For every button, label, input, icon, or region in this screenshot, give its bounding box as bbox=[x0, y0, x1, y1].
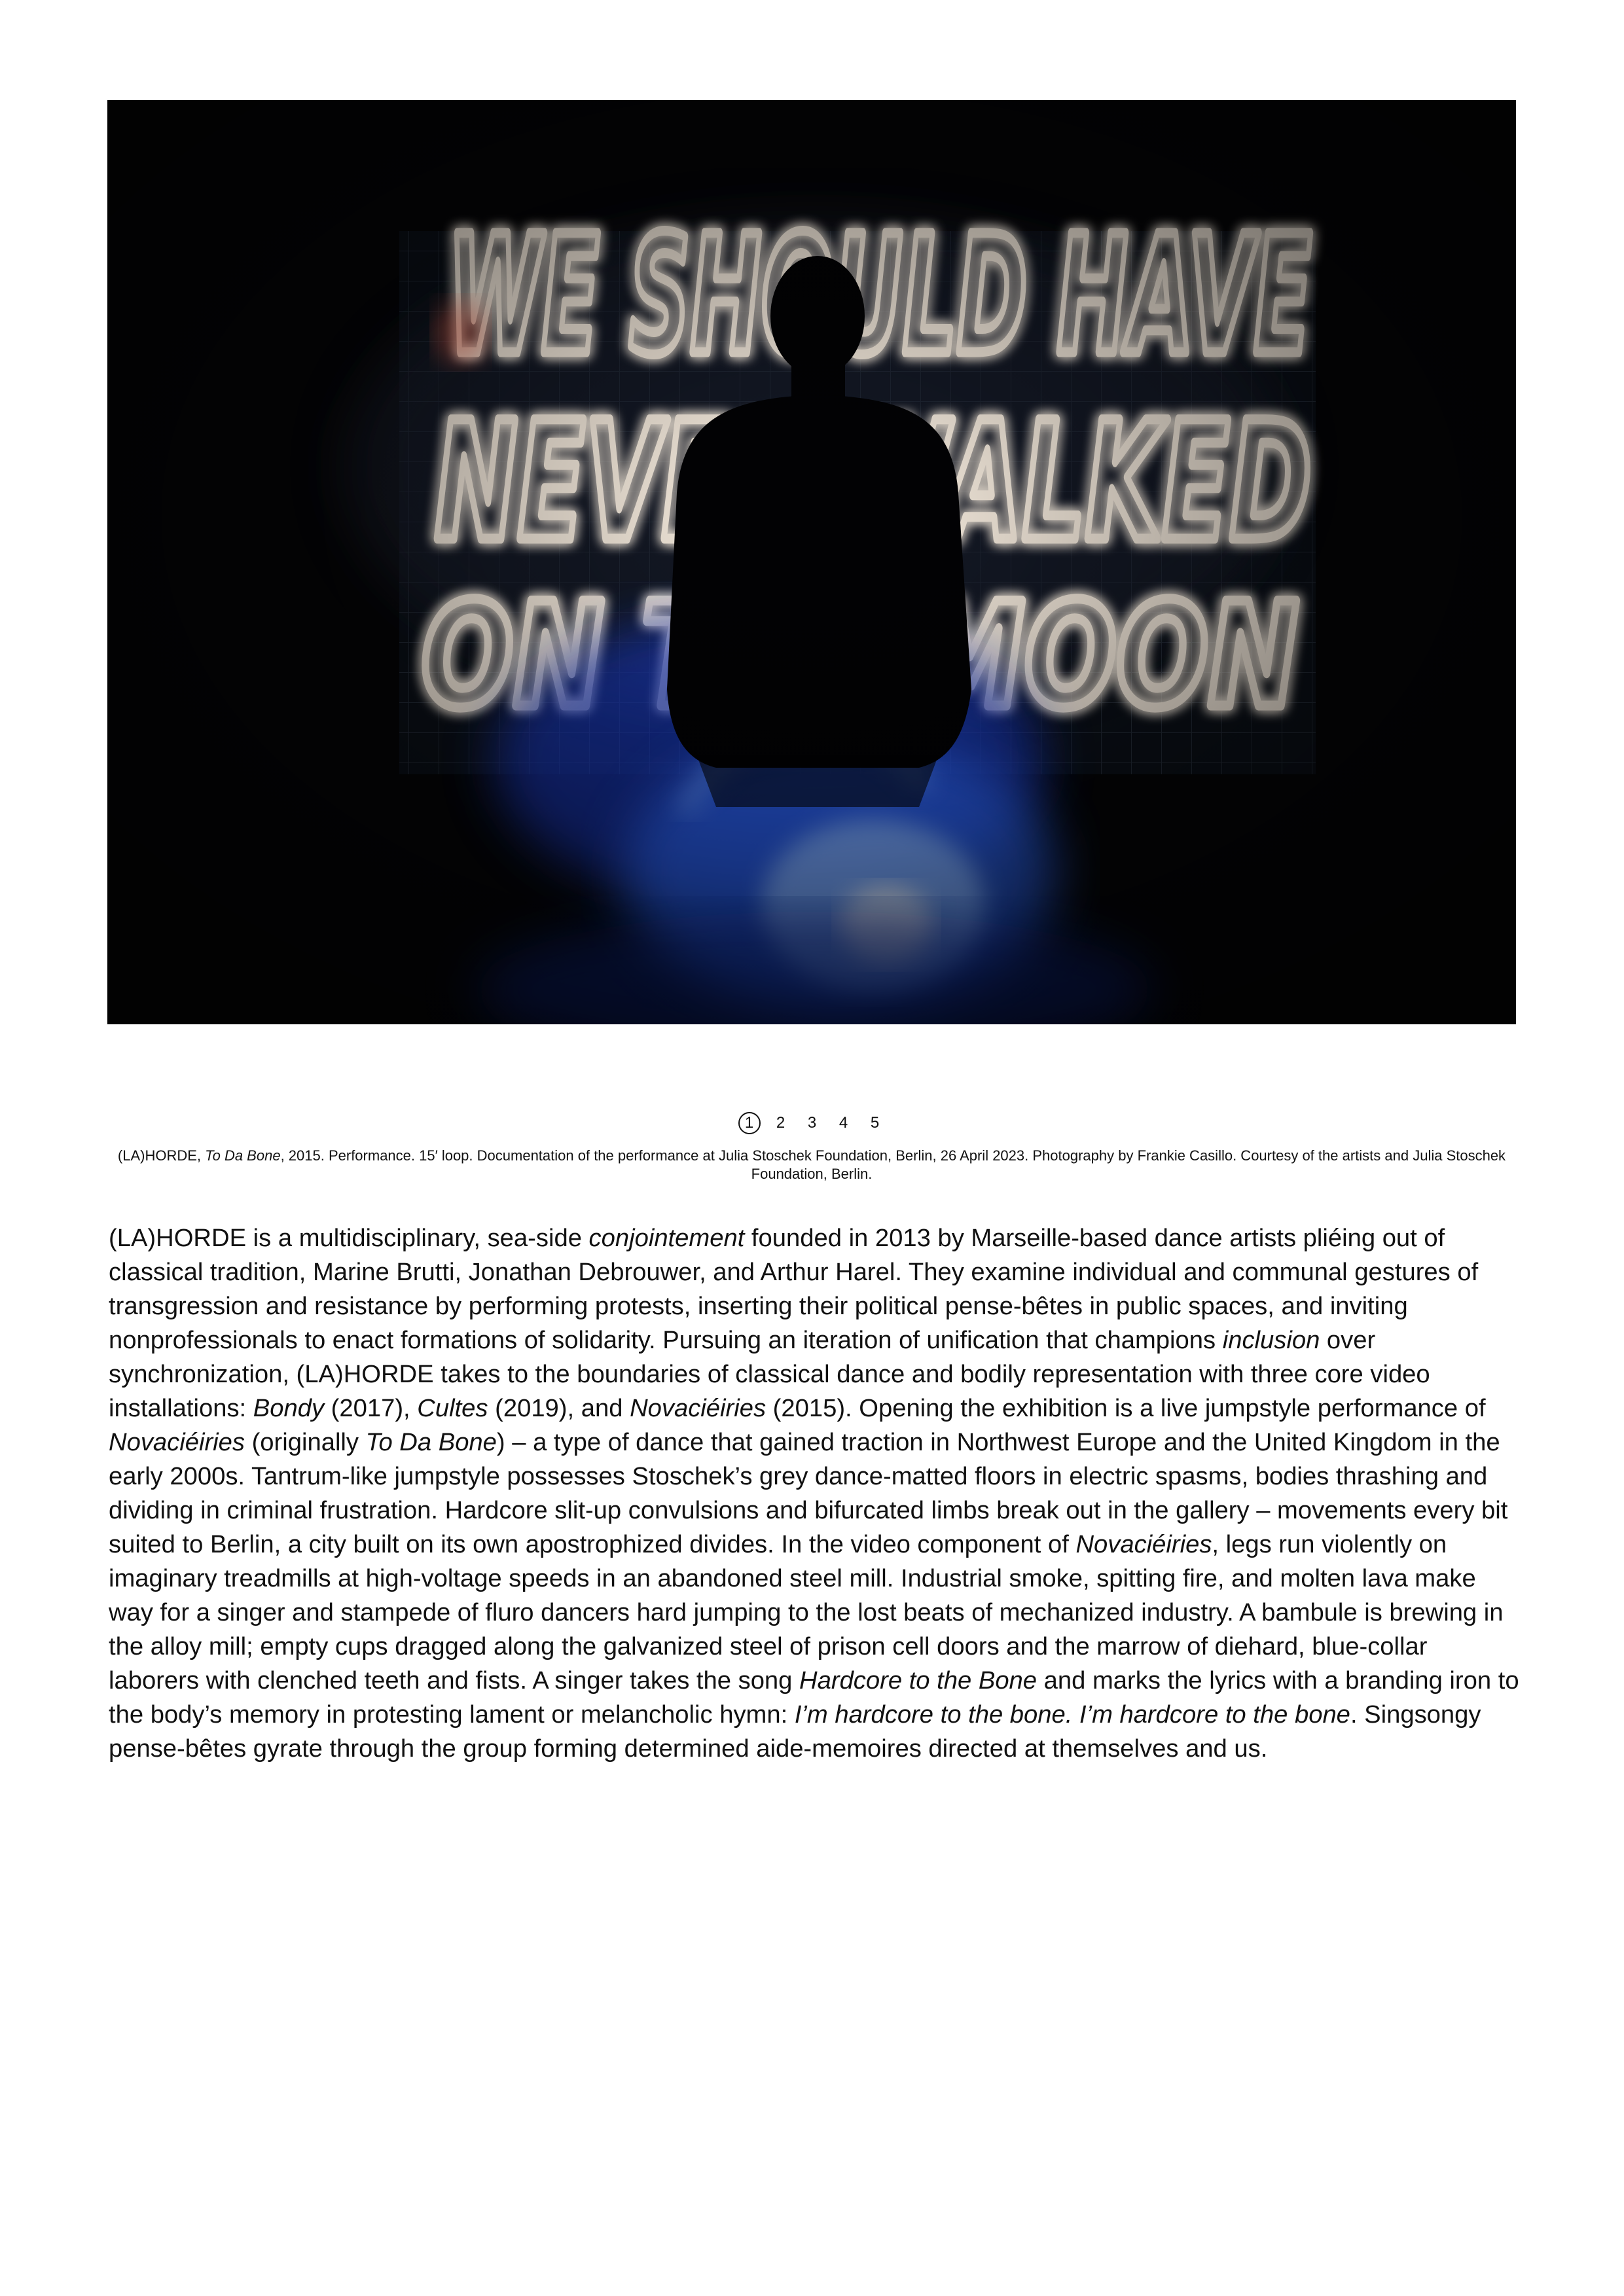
body-text-run: ) – a type of dance that gained traction in Northwest Europe and the United Kingdom in the early 2000s. Tantrum-like jumpstyle possesses Stoschek’s grey dance-matted floors in electric spasms, bodies thrashing and dividing in criminal frustration. Hardcore slit-up convulsions and bifurcated limbs break out in the gallery – movements every bit suited to Berlin, a city built on its own apostrophized divides. In the video component of bbox=[109, 1428, 1508, 1558]
italic-term: I’m hardcore to the bone. I’m hardcore to the bone bbox=[794, 1700, 1350, 1729]
body-text-run: over synchronization, (LA)HORDE takes to the boundaries of classical dance and bodily representation with three core video installations: bbox=[109, 1326, 1430, 1422]
image-pagination bbox=[0, 1109, 1624, 1138]
italic-term: Novaciéiries bbox=[1075, 1530, 1212, 1558]
italic-term: To Da Bone bbox=[365, 1428, 497, 1456]
page-5-button[interactable]: 5 bbox=[870, 1114, 880, 1132]
italic-term: conjointement bbox=[588, 1224, 745, 1252]
italic-term: Bondy bbox=[253, 1394, 325, 1422]
body-text-run: (LA)HORDE is a multidisciplinary, sea-side bbox=[109, 1224, 589, 1252]
body-text-run: (2019), and bbox=[488, 1394, 630, 1422]
body-text-run: founded in 2013 by Marseille-based dance artists pliéing out of classical tradition, Marine Brutti, Jonathan Debrouwer, and Arthur Harel. They examine individual and communal gestures of transgression and resistance by performing protests, inserting their political pense-bêtes in public spaces, and inviting nonprofessionals to enact formations of solidarity. Pursuing an iteration of unification that champions bbox=[109, 1224, 1479, 1354]
page-3-button[interactable]: 3 bbox=[807, 1114, 817, 1132]
italic-term: Cultes bbox=[417, 1394, 488, 1422]
italic-term: Novaciéiries bbox=[630, 1394, 767, 1422]
italic-term: inclusion bbox=[1222, 1326, 1320, 1354]
body-text-run: (2015). Opening the exhibition is a live jumpstyle performance of bbox=[766, 1394, 1486, 1422]
italic-term: Novaciéiries bbox=[109, 1428, 245, 1456]
body-text-run: (2017), bbox=[324, 1394, 418, 1422]
page-2-button[interactable]: 2 bbox=[776, 1114, 785, 1132]
caption-details: , 2015. Performance. 15′ loop. Documentation of the performance at Julia Stoschek Foundation, Berlin, 26 April 2023. Photography by Frankie Casillo. Courtesy of the artists and Julia Stoschek Foundation, Berlin. bbox=[280, 1147, 1506, 1182]
page-4-button[interactable]: 4 bbox=[839, 1114, 848, 1132]
caption-artist: (LA)HORDE, bbox=[117, 1147, 206, 1164]
artwork-photo[interactable] bbox=[107, 100, 1516, 1024]
image-caption bbox=[111, 1147, 1512, 1183]
caption-title: To Da Bone bbox=[205, 1147, 281, 1164]
body-text-run: and marks the lyrics with a branding iron to the body’s memory in protesting lament or melancholic hymn: bbox=[109, 1666, 1519, 1729]
page-1-button[interactable]: 1 bbox=[738, 1112, 761, 1134]
body-text-run: . Singsongy pense-bêtes gyrate through the group forming determined aide-memoires directed at themselves and us. bbox=[109, 1700, 1481, 1763]
italic-term: Hardcore to the Bone bbox=[799, 1666, 1038, 1695]
body-paragraph bbox=[109, 1221, 1523, 1766]
body-text-run: , legs run violently on imaginary treadmills at high-voltage speeds in an abandoned steel mill. Industrial smoke, spitting fire, and molten lava make way for a singer and stampede of fluro dancers hard jumping to the lost beats of mechanized industry. A bambule is brewing in the alloy mill; empty cups dragged along the galvanized steel of prison cell doors and the marrow of diehard, blue-collar laborers with clenched teeth and fists. A singer takes the song bbox=[109, 1530, 1504, 1695]
neon-performance-image bbox=[107, 100, 1516, 1024]
body-text-run: (originally bbox=[244, 1428, 366, 1456]
